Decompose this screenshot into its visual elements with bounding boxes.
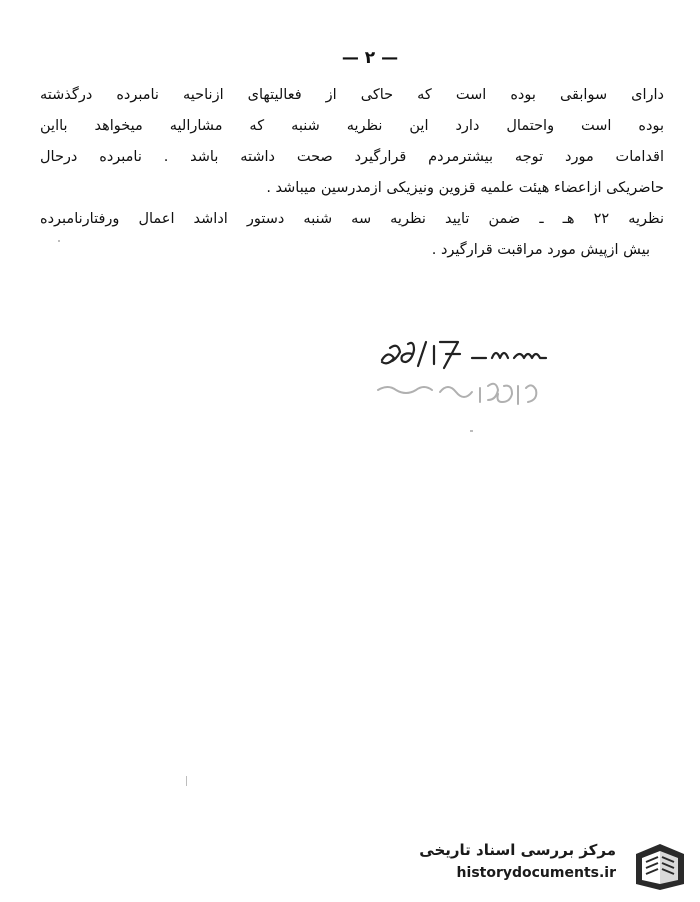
- document-line-1: دارای سوابقی بوده است که حاکی از فعالیتهای ازناحیه نامبرده درگذشته: [40, 87, 664, 103]
- watermark-url: historydocuments.ir: [456, 865, 616, 881]
- document-line-5: نظریه ۲۲ هـ ـ ضمن تایید نظریه سه شنبه دستور اداشد اعمال ورفتارنامبرده: [40, 211, 664, 227]
- page-number: — ۲ —: [341, 48, 399, 68]
- document-line-6: بیش ازپیش مورد مراقبت قرارگیرد .: [431, 242, 650, 258]
- document-line-3: اقدامات مورد توجه بیشترمردم قرارگیرد صحت داشته باشد . نامبرده درحال: [40, 149, 664, 165]
- document-line-2: بوده است واحتمال دارد این نظریه شنبه که مشارالیه میخواهد بااین: [40, 118, 664, 134]
- handwritten-date-annotation: [368, 330, 578, 420]
- watermark-text: [419, 838, 616, 884]
- book-logo-icon: [632, 840, 688, 892]
- scan-speck: [186, 776, 187, 786]
- watermark: [412, 838, 694, 894]
- scan-speck: [470, 430, 473, 432]
- document-body: [40, 80, 664, 266]
- document-line-4: حاضریکی ازاعضاء هیئت علمیه قزوین ونیزیکی ازمدرسین میباشد .: [266, 180, 664, 196]
- watermark-title: مرکز بررسی اسناد تاریخی: [419, 841, 616, 859]
- scan-speck: [58, 240, 60, 242]
